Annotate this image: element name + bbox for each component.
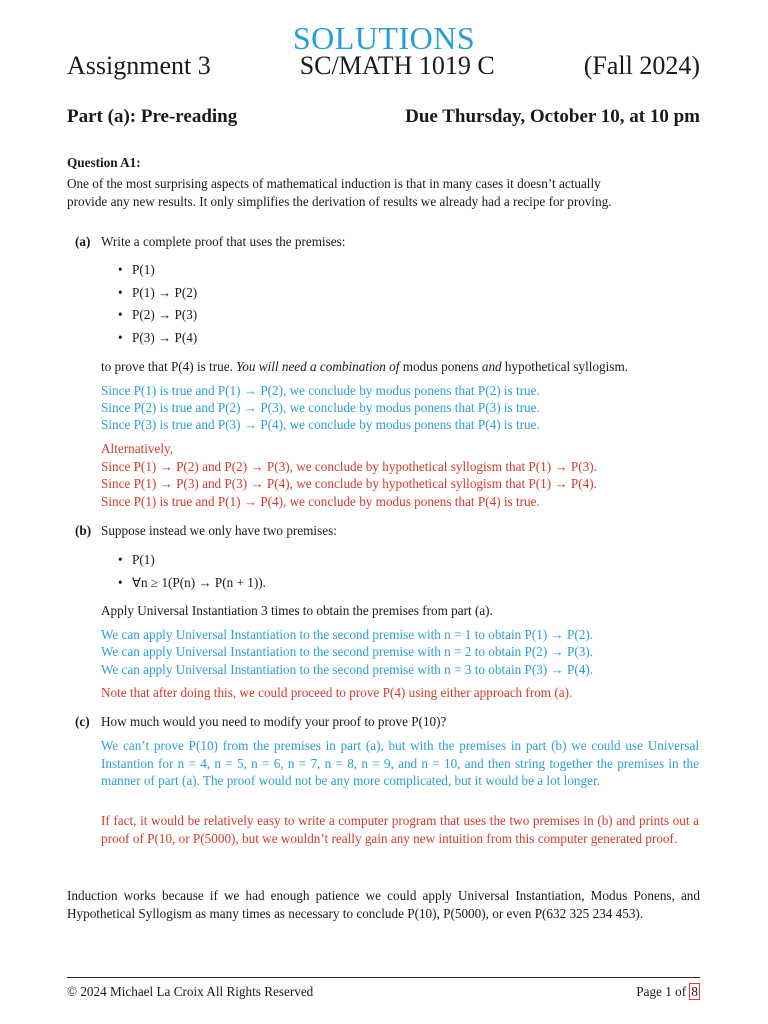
note-line: Note that after doing this, we could proceed to prove P(4) using either approach from (a). <box>101 685 573 700</box>
alternative-line: Since P(1) is true and P(1) → P(4), we conclude by modus ponens that P(4) is true. <box>101 494 540 509</box>
premise-item: • P(1) <box>132 551 155 569</box>
part-c-remark: If fact, it would be relatively easy to write a computer program that uses the two premises in (b) and prints out a proof of P(10, or P(5000), but we wouldn’t really gain any new intuition from this computer generated proof. <box>101 813 699 846</box>
alternative-line: Since P(1) → P(3) and P(3) → P(4), we conclude by hypothetical syllogism that P(1) → P(4). <box>101 476 597 491</box>
subtitle-row <box>67 106 700 128</box>
footer <box>67 984 700 1000</box>
alternative-line: Since P(1) → P(2) and P(2) → P(3), we conclude by hypothetical syllogism that P(1) → P(3). <box>101 459 597 474</box>
part-a-label: (a) <box>75 234 91 249</box>
premise-item: • P(1) → P(2) <box>132 284 197 302</box>
title-row <box>67 51 700 81</box>
page-number: Page 1 of 8 <box>636 984 698 999</box>
alternative-line: Alternatively, <box>101 441 174 456</box>
part-label: Part (a): Pre-reading <box>67 106 238 127</box>
premise-item: • P(1) <box>132 261 155 279</box>
part-c-label: (c) <box>75 714 90 729</box>
premise-item: • P(2) → P(3) <box>132 306 197 324</box>
course-code: SC/MATH 1019 C <box>299 51 495 80</box>
solution-line: Since P(2) is true and P(2) → P(3), we conclude by modus ponens that P(3) is true. <box>101 400 540 415</box>
copyright: © 2024 Michael La Croix All Rights Reserved <box>67 984 314 999</box>
due-date: Due Thursday, October 10, at 10 pm <box>405 106 700 127</box>
document-page: SOLUTIONS Assignment 3 SC/MATH 1019 C (Fall 2024) Part (a): Pre-reading Due Thursday, October 10, at 10 pm Question A1: One of the most surprising aspects of mathematical induction is that in many cases it doesn’t actually provide any new results. It only simplifies the derivation of results we already had a recipe for proving. (a) Write a complete proof that uses the premises: • P(1) • P(1) → P(2) • P(2) → P(3) • P(3) → P(4) to prove that P(4) is true. You will need a combination of modus ponens and hypothetical syllogism. Since P(1) is true and P(1) → P(2), we conclude by modus ponens that P(2) is true. Since P(2) is true and P(2) → P(3), we conclude by modus ponens that P(3) is true. Since P(3) is true and P(3) → P(4), we conclude by modus ponens that P(4) is true. Alternatively, Since P(1) → P(2) and P(2) → P(3), we conclude by hypothetical syllogism that P(1) → P(3). Since P(1) → P(3) and P(3) → P(4), we conclude by hypothetical syllogism that P(1) → P(4). Since P(1) is true and P(1) → P(4), we conclude by modus ponens that P(4) is true. (b) Suppose instead we only have two premises: • P(1) • ∀n ≥ 1(P(n) → P(n + 1)). Apply Universal Instantiation 3 times to obtain the premises from part (a). We can apply Universal Instantiation to the second premise with n = 1 to obtain P(1) → P(2). We can apply Universal Instantiation to the second premise with n = 2 to obtain P(2) → P(3). We can apply Universal Instantiation to the second premise with n = 3 to obtain P(3) → P(4). Note that after doing this, we could proceed to prove P(4) using either approach from (a). (c) How much would you need to modify your proof to prove P(10)? We can’t prove P(10) from the premises in part (a), but with the premises in part (b) we could use Universal Instantion for n = 4, n = 5, n = 6, n = 7, n = 8, n = 9, and n = 10, and then string together the premises in the manner of part (a). The proof would not be any more complicated, but it would be a lot longer. If fact, it would be relatively easy to write a computer program that uses the two premises in (b) and prints out a proof of P(10, or P(5000), but we wouldn’t really gain any new intuition from this computer generated proof. Induction works because if we had enough patience we could apply Universal Instantiation, Modus Ponens, and Hypothetical Syllogism as many times as necessary to conclude P(10), P(5000), or even P(632 325 234 453). © 2024 Michael La Croix All Rights Reserved Page 1 of 8 <box>0 0 768 1024</box>
solutions-heading: SOLUTIONS <box>292 20 476 56</box>
premise-item: • P(3) → P(4) <box>132 329 197 347</box>
term: (Fall 2024) <box>583 51 700 80</box>
solution-line: Since P(1) is true and P(1) → P(2), we conclude by modus ponens that P(2) is true. <box>101 383 540 398</box>
solution-line: We can apply Universal Instantiation to the second premise with n = 3 to obtain P(3) → P(4). <box>101 662 594 677</box>
premise-item: • ∀n ≥ 1(P(n) → P(n + 1)). <box>132 574 266 592</box>
part-c-solution: We can’t prove P(10) from the premises in part (a), but with the premises in part (b) we could use Universal Instantion for n = 4, n = 5, n = 6, n = 7, n = 8, n = 9, and n = 10, and then string together the premises in the manner of part (a). The proof would not be any more complicated, but it would be a lot longer. <box>101 738 699 789</box>
part-a-goal: to prove that P(4) is true. You will need a combination of modus ponens and hypothetical syllogism. <box>101 359 628 374</box>
solution-line: We can apply Universal Instantiation to the second premise with n = 2 to obtain P(2) → P(3). <box>101 644 594 659</box>
solution-line: We can apply Universal Instantiation to the second premise with n = 1 to obtain P(1) → P(2). <box>101 627 594 642</box>
part-b-label: (b) <box>75 523 92 538</box>
total-pages-link[interactable]: 8 <box>691 984 698 999</box>
footer-divider <box>67 977 700 978</box>
question-intro: One of the most surprising aspects of mathematical induction is that in many cases it doesn’t actually provide any new results. It only simplifies the derivation of results we already had a recipe for proving. <box>67 176 612 209</box>
question-title: Question A1: <box>67 155 141 170</box>
part-b-instruction: Apply Universal Instantiation 3 times to obtain the premises from part (a). <box>101 603 493 618</box>
solution-line: Since P(3) is true and P(3) → P(4), we conclude by modus ponens that P(4) is true. <box>101 417 540 432</box>
closing-paragraph: Induction works because if we had enough patience we could apply Universal Instantiation, Modus Ponens, and Hypothetical Syllogism as many times as necessary to conclude P(10), P(5000), or even P(632 325 234 453). <box>67 888 700 921</box>
assignment-title: Assignment 3 <box>67 51 211 80</box>
